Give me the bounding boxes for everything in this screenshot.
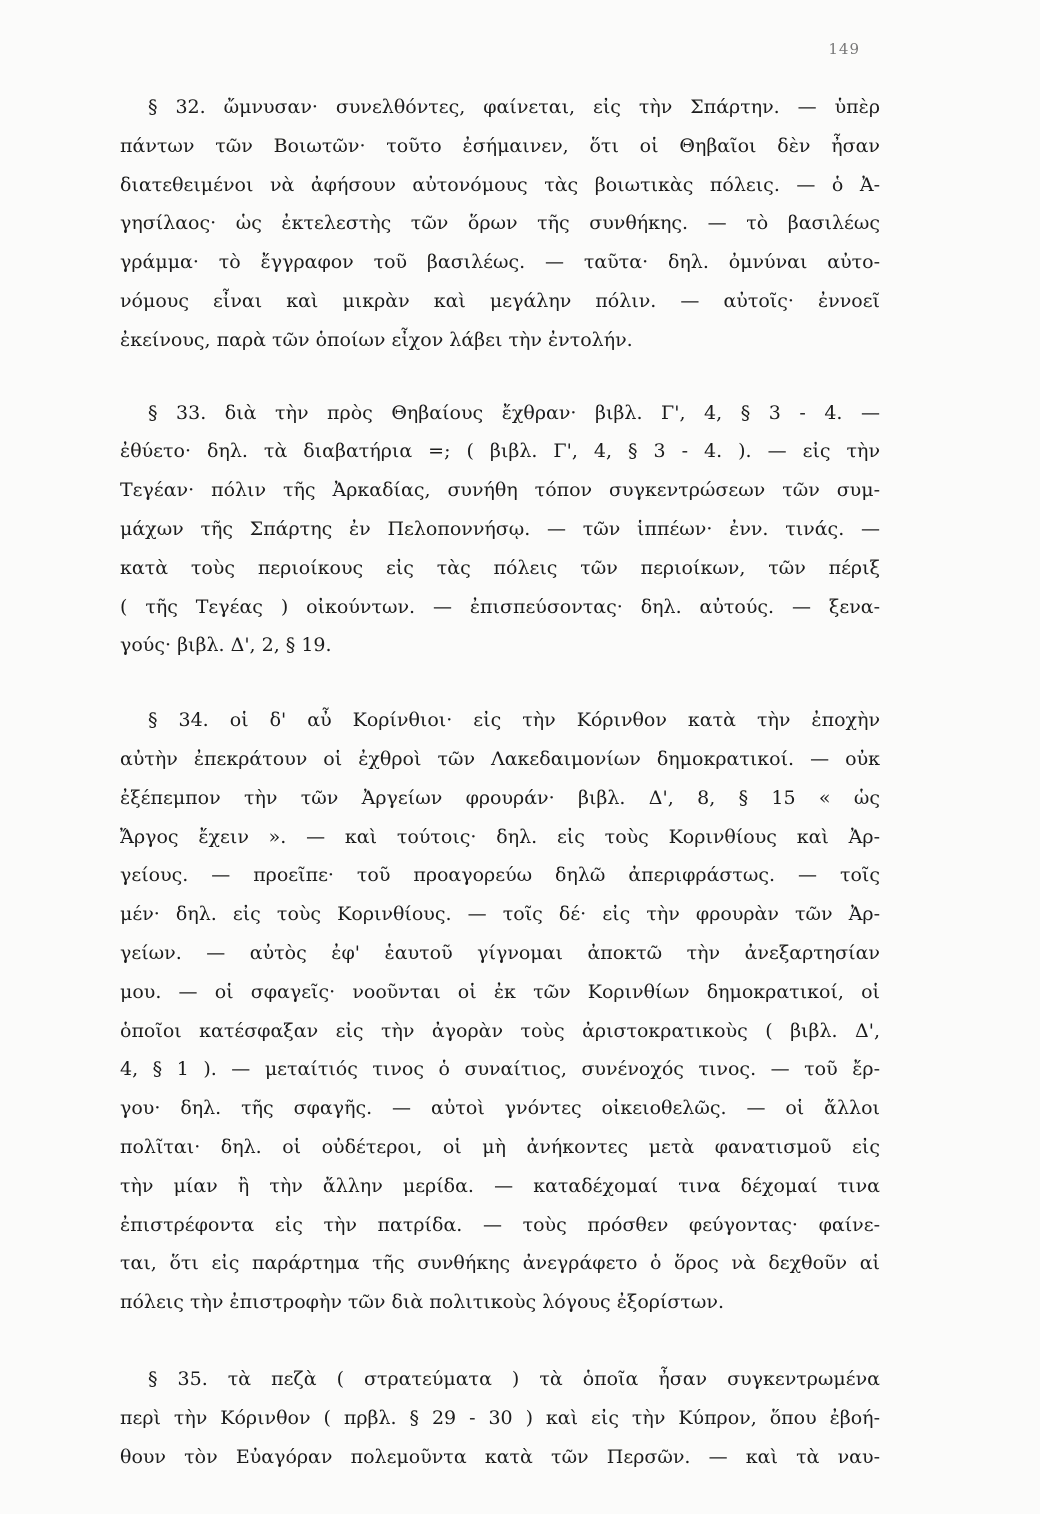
paragraph-section-35 — [120, 1360, 880, 1476]
text-line: ἐπιστρέφοντα εἰς τὴν πατρίδα. — τοὺς πρόσθεν φεύγοντας· φαίνε- — [120, 1213, 880, 1236]
text-line: αὐτὴν ἐπεκράτουν οἱ ἐχθροὶ τῶν Λακεδαιμονίων δημοκρατικοί. — οὐκ — [120, 747, 880, 770]
paragraph-section-32 — [120, 88, 880, 360]
text-line: μέν· δηλ. εἰς τοὺς Κορινθίους. — τοῖς δέ· εἰς τὴν φρουρὰν τῶν Ἀρ- — [120, 903, 880, 926]
text-line: ται, ὅτι εἰς παράρτημα τῆς συνθήκης ἀνεγράφετο ὁ ὅρος νὰ δεχθοῦν αἱ — [120, 1252, 880, 1275]
page-number: 149 — [828, 40, 860, 58]
text-line: πάντων τῶν Βοιωτῶν· τοῦτο ἐσήμαινεν, ὅτι οἱ Θηβαῖοι δὲν ἦσαν — [120, 134, 880, 157]
paragraph-section-33 — [120, 394, 880, 666]
text-line: γείους. — προεῖπε· τοῦ προαγορεύω δηλῶ ἀπεριφράστως. — τοῖς — [120, 864, 880, 887]
text-line: γείων. — αὐτὸς ἐφ' ἑαυτοῦ γίγνομαι ἀποκτῶ τὴν ἀνεξαρτησίαν — [120, 941, 880, 964]
text-line: πόλεις τὴν ἐπιστροφὴν τῶν διὰ πολιτικοὺς λόγους ἐξορίστων. — [120, 1291, 724, 1314]
text-line: θουν τὸν Εὐαγόραν πολεμοῦντα κατὰ τῶν Περσῶν. — καὶ τὰ ναυ- — [120, 1445, 880, 1468]
commentary-text — [120, 88, 880, 1514]
text-line: ἐθύετο· δηλ. τὰ διαβατήρια =; ( βιβλ. Γ', 4, § 3 - 4. ). — εἰς τὴν — [120, 440, 880, 463]
text-line: τὴν μίαν ἢ τὴν ἄλλην μερίδα. — καταδέχομαί τινα δέχομαί τινα — [120, 1174, 880, 1197]
text-line: ἐξέπεμπον τὴν τῶν Ἀργείων φρουράν· βιβλ. Δ', 8, § 15 « ὡς — [120, 786, 880, 809]
text-line: μάχων τῆς Σπάρτης ἐν Πελοποννήσῳ. — τῶν ἱππέων· ἐνν. τινάς. — — [120, 517, 880, 540]
text-line: ὁποῖοι κατέσφαξαν εἰς τὴν ἀγορὰν τοὺς ἀριστοκρατικοὺς ( βιβλ. Δ', — [120, 1019, 880, 1042]
text-line: § 33. διὰ τὴν πρὸς Θηβαίους ἔχθραν· βιβλ. Γ', 4, § 3 - 4. — — [148, 401, 880, 424]
text-line: διατεθειμένοι νὰ ἀφήσουν αὐτονόμους τὰς βοιωτικὰς πόλεις. — ὁ Ἀ- — [120, 173, 880, 196]
text-line: γούς· βιβλ. Δ', 2, § 19. — [120, 634, 332, 657]
text-line: § 32. ὤμνυσαν· συνελθόντες, φαίνεται, εἰς τὴν Σπάρτην. — ὑπὲρ — [148, 96, 880, 118]
text-line: μου. — οἱ σφαγεῖς· νοοῦνται οἱ ἐκ τῶν Κορινθίων δημοκρατικοί, οἱ — [120, 980, 880, 1003]
text-line: περὶ τὴν Κόρινθον ( πρβλ. § 29 - 30 ) καὶ εἰς τὴν Κύπρον, ὅπου ἐβοή- — [120, 1406, 880, 1429]
text-line: § 35. τὰ πεζὰ ( στρατεύματα ) τὰ ὁποῖα ἦσαν συγκεντρωμένα — [148, 1367, 880, 1390]
text-line: πολῖται· δηλ. οἱ οὐδέτεροι, οἱ μὴ ἀνήκοντες μετὰ φανατισμοῦ εἰς — [120, 1135, 880, 1158]
text-line: νόμους εἶναι καὶ μικρὰν καὶ μεγάλην πόλιν. — αὐτοῖς· ἐννοεῖ — [120, 289, 880, 312]
text-line: γου· δηλ. τῆς σφαγῆς. — αὐτοὶ γνόντες οἰκειοθελῶς. — οἱ ἄλλοι — [120, 1097, 880, 1120]
text-line: κατὰ τοὺς περιοίκους εἰς τὰς πόλεις τῶν περιοίκων, τῶν πέριξ — [120, 556, 880, 579]
text-line: § 34. οἱ δ' αὖ Κορίνθιοι· εἰς τὴν Κόρινθον κατὰ τὴν ἐποχὴν — [148, 709, 880, 732]
text-line: 4, § 1 ). — μεταίτιός τινος ὁ συναίτιος, συνένοχός τινος. — τοῦ ἔρ- — [120, 1058, 880, 1081]
text-line: ( τῆς Τεγέας ) οἰκούντων. — ἐπισπεύσοντας· δηλ. αὐτούς. — ξενα- — [120, 595, 880, 618]
text-line: γράμμα· τὸ ἔγγραφον τοῦ βασιλέως. — ταῦτα· δηλ. ὀμνύναι αὐτο- — [120, 251, 880, 274]
paragraph-section-34 — [120, 701, 880, 1322]
text-line: Ἄργος ἔχειν ». — καὶ τούτοις· δηλ. εἰς τοὺς Κορινθίους καὶ Ἀρ- — [120, 825, 880, 848]
text-line: γησίλαος· ὡς ἐκτελεστὴς τῶν ὅρων τῆς συνθήκης. — τὸ βασιλέως — [120, 212, 880, 235]
text-line: Τεγέαν· πόλιν τῆς Ἀρκαδίας, συνήθη τόπον συγκεντρώσεων τῶν συμ- — [120, 479, 880, 502]
text-line: ἐκείνους, παρὰ τῶν ὁποίων εἶχον λάβει τὴν ἐντολήν. — [120, 328, 633, 351]
